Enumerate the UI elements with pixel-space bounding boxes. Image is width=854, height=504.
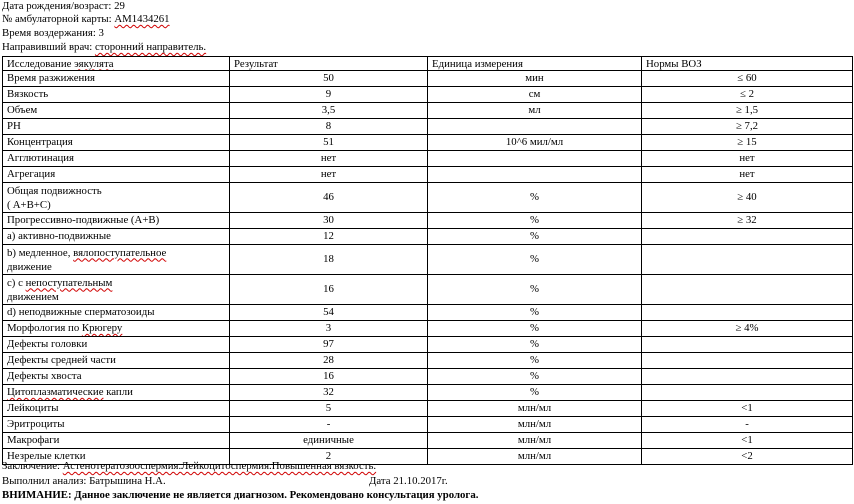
- cell-test-name: [3, 305, 230, 321]
- cell-unit: см: [428, 87, 642, 103]
- spellcheck-word: непоступательным: [25, 276, 113, 289]
- cell-unit: [428, 119, 642, 135]
- test-name-line: Объем: [7, 104, 38, 117]
- spellcheck-word: вялопоступательное: [73, 246, 167, 259]
- outpatient-card: [2, 14, 170, 25]
- cell-unit: [428, 151, 642, 167]
- test-name-line: Морфология по Крюгеру: [7, 322, 123, 335]
- cell-unit: %: [428, 183, 642, 213]
- cell-who-norm: ≥ 32: [642, 213, 853, 229]
- cell-test-name: [3, 401, 230, 417]
- cell-who-norm: [642, 337, 853, 353]
- cell-unit: %: [428, 369, 642, 385]
- cell-who-norm: ≥ 40: [642, 183, 853, 213]
- table-row: [3, 213, 853, 229]
- table-row: [3, 337, 853, 353]
- cell-unit: млн/мл: [428, 401, 642, 417]
- cell-result: 97: [230, 337, 428, 353]
- cell-who-norm: ≥ 15: [642, 135, 853, 151]
- referring-doctor-label: Направивший врач:: [2, 41, 95, 53]
- birth-date-age: Дата рождения/возраст: 29: [2, 0, 125, 12]
- cell-unit: млн/мл: [428, 449, 642, 465]
- cell-unit: %: [428, 385, 642, 401]
- referring-doctor: [2, 42, 206, 53]
- test-name-line: PH: [7, 120, 21, 133]
- performed-by: [2, 476, 166, 487]
- cell-who-norm: [642, 229, 853, 245]
- outpatient-card-label: № амбулаторной карты:: [2, 13, 115, 25]
- cell-unit: %: [428, 321, 642, 337]
- test-name-line: c) с непоступательным: [7, 276, 113, 289]
- test-name-line: Агглютинация: [7, 152, 75, 165]
- cell-result: 2: [230, 449, 428, 465]
- cell-unit: %: [428, 229, 642, 245]
- test-name-line: Незрелые клетки: [7, 450, 86, 463]
- table-row: [3, 417, 853, 433]
- cell-result: 12: [230, 229, 428, 245]
- cell-who-norm: [642, 385, 853, 401]
- cell-unit: %: [428, 353, 642, 369]
- cell-who-norm: ≥ 7,2: [642, 119, 853, 135]
- test-name-line: Общая подвижность: [7, 184, 102, 197]
- cell-result: 54: [230, 305, 428, 321]
- cell-test-name: [3, 417, 230, 433]
- outpatient-card-number: AM1434261: [114, 13, 170, 25]
- test-name-line: d) неподвижные сперматозоиды: [7, 306, 155, 319]
- test-name-line: Дефекты средней части: [7, 354, 116, 367]
- cell-test-name: [3, 103, 230, 119]
- cell-who-norm: ≥ 1,5: [642, 103, 853, 119]
- cell-who-norm: ≤ 60: [642, 71, 853, 87]
- cell-test-name: [3, 369, 230, 385]
- column-header-who-norm: Нормы ВОЗ: [642, 57, 853, 71]
- test-name-line: Дефекты хвоста: [7, 370, 82, 383]
- cell-unit: %: [428, 275, 642, 305]
- conclusion-text: Астенотератозооспермия.Лейкоцитоспермия.Повышенная вязкость.: [62, 460, 377, 472]
- table-row: [3, 87, 853, 103]
- table-row: [3, 401, 853, 417]
- table-row: [3, 71, 853, 87]
- table-row: [3, 321, 853, 337]
- table-row: [3, 369, 853, 385]
- spellcheck-word: Крюгеру: [81, 322, 123, 335]
- cell-test-name: [3, 337, 230, 353]
- conclusion: [2, 461, 376, 472]
- cell-unit: млн/мл: [428, 433, 642, 449]
- cell-test-name: [3, 353, 230, 369]
- table-row: [3, 275, 853, 305]
- cell-result: 30: [230, 213, 428, 229]
- test-name-line: Прогрессивно-подвижные (A+B): [7, 214, 160, 227]
- cell-result: 9: [230, 87, 428, 103]
- test-name-line-2: движением: [7, 290, 59, 303]
- column-header-unit: Единица измерения: [428, 57, 642, 71]
- cell-test-name: [3, 245, 230, 275]
- cell-result: 18: [230, 245, 428, 275]
- results-table: [2, 56, 853, 465]
- cell-who-norm: ≥ 4%: [642, 321, 853, 337]
- table-row: [3, 245, 853, 275]
- test-name-line: Цитоплазматические капли: [7, 386, 133, 399]
- table-row: [3, 167, 853, 183]
- cell-unit: %: [428, 213, 642, 229]
- column-header-test: Исследование эякулята: [3, 57, 230, 71]
- test-name-line: а) активно-подвижные: [7, 230, 111, 243]
- cell-result: 32: [230, 385, 428, 401]
- table-row: [3, 183, 853, 213]
- spellcheck-word: эякулята: [74, 57, 114, 70]
- performed-by-name: Батрышина Н.А.: [89, 475, 166, 487]
- cell-test-name: [3, 167, 230, 183]
- cell-who-norm: ≤ 2: [642, 87, 853, 103]
- cell-test-name: [3, 433, 230, 449]
- abstinence-period: Время воздержания: 3: [2, 27, 104, 39]
- cell-unit: %: [428, 245, 642, 275]
- table-row: [3, 135, 853, 151]
- table-row: [3, 229, 853, 245]
- column-header-result: Результат: [230, 57, 428, 71]
- cell-who-norm: [642, 305, 853, 321]
- table-row: [3, 151, 853, 167]
- cell-test-name: [3, 183, 230, 213]
- cell-unit: %: [428, 305, 642, 321]
- cell-test-name: [3, 275, 230, 305]
- cell-unit: %: [428, 337, 642, 353]
- cell-test-name: [3, 213, 230, 229]
- cell-test-name: [3, 87, 230, 103]
- test-name-line: Эритроциты: [7, 418, 65, 431]
- table-row: [3, 385, 853, 401]
- cell-unit: мин: [428, 71, 642, 87]
- test-name-line: Концентрация: [7, 136, 73, 149]
- test-name-line: Дефекты головки: [7, 338, 88, 351]
- cell-result: -: [230, 417, 428, 433]
- test-name-line-2: движение: [7, 260, 52, 273]
- performed-by-label: Выполнил анализ:: [2, 475, 90, 487]
- cell-result: единичные: [230, 433, 428, 449]
- cell-who-norm: -: [642, 417, 853, 433]
- test-name-line: Лейкоциты: [7, 402, 59, 415]
- cell-test-name: [3, 321, 230, 337]
- conclusion-label: Заключение:: [2, 460, 63, 472]
- test-name-line: b) медленное, вялопоступательное: [7, 246, 167, 259]
- cell-test-name: [3, 151, 230, 167]
- test-name-line-2: ( A+B+C): [7, 198, 51, 211]
- cell-test-name: [3, 119, 230, 135]
- cell-result: нет: [230, 167, 428, 183]
- cell-who-norm: [642, 353, 853, 369]
- table-row: [3, 433, 853, 449]
- cell-unit: [428, 167, 642, 183]
- cell-result: 8: [230, 119, 428, 135]
- warning-notice: ВНИМАНИЕ: Данное заключение не является диагнозом. Рекомендовано консультация уролога.: [2, 489, 479, 501]
- cell-result: нет: [230, 151, 428, 167]
- cell-unit: 10^6 мил/мл: [428, 135, 642, 151]
- cell-who-norm: <1: [642, 433, 853, 449]
- cell-result: 3: [230, 321, 428, 337]
- cell-unit: мл: [428, 103, 642, 119]
- cell-who-norm: [642, 369, 853, 385]
- table-header-row: [3, 57, 853, 71]
- cell-who-norm: нет: [642, 167, 853, 183]
- cell-result: 5: [230, 401, 428, 417]
- cell-test-name: [3, 385, 230, 401]
- cell-unit: млн/мл: [428, 417, 642, 433]
- cell-result: 3,5: [230, 103, 428, 119]
- table-row: [3, 119, 853, 135]
- cell-result: 16: [230, 369, 428, 385]
- cell-who-norm: [642, 275, 853, 305]
- table-row: [3, 103, 853, 119]
- cell-who-norm: <2: [642, 449, 853, 465]
- cell-result: 50: [230, 71, 428, 87]
- table-row: [3, 353, 853, 369]
- cell-result: 46: [230, 183, 428, 213]
- table-row: [3, 305, 853, 321]
- cell-test-name: [3, 135, 230, 151]
- cell-result: 16: [230, 275, 428, 305]
- test-name-line: Время разжижения: [7, 72, 96, 85]
- referring-doctor-value: сторонний направитель.: [94, 41, 207, 53]
- cell-who-norm: нет: [642, 151, 853, 167]
- test-name-line: Макрофаги: [7, 434, 60, 447]
- test-name-line: Вязкость: [7, 88, 49, 101]
- cell-test-name: [3, 71, 230, 87]
- cell-test-name: [3, 229, 230, 245]
- analysis-date: Дата 21.10.2017г.: [369, 475, 448, 487]
- cell-result: 28: [230, 353, 428, 369]
- spellcheck-word: Цитоплазматические: [7, 386, 104, 399]
- cell-who-norm: [642, 245, 853, 275]
- cell-who-norm: <1: [642, 401, 853, 417]
- test-name-line: Агрегация: [7, 168, 56, 181]
- cell-result: 51: [230, 135, 428, 151]
